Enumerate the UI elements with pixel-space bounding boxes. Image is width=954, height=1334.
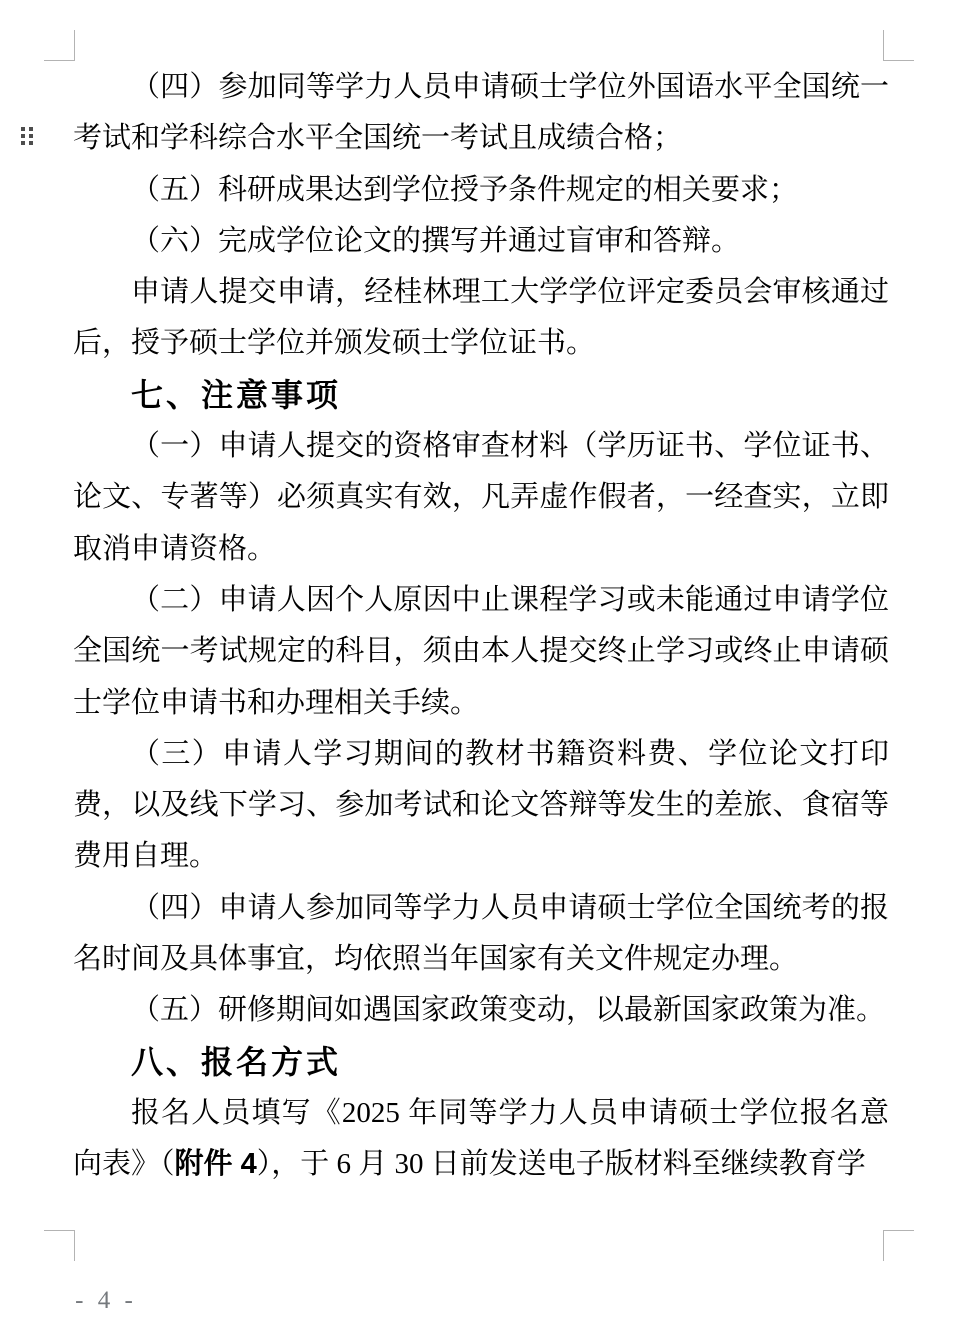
text-run: （五）研修期间如遇国家政策变动，以最新国家政策为准。 xyxy=(131,994,886,1027)
text-run: 申请人提交申请，经桂林理工大学学位评定委员会审核通过后，授予硕士学位并颁发硕士学位证书。 xyxy=(73,276,889,360)
paragraph xyxy=(73,421,889,575)
drag-handle-icon[interactable] xyxy=(21,127,33,145)
text-run: （三）申请人学习期间的教材书籍资料费、学位论文打印费，以及线下学习、参加考试和论文答辩等发生的差旅、食宿等费用自理。 xyxy=(73,737,889,873)
text-run: （一）申请人提交的资格审查材料（学历证书、学位证书、论文、专著等）必须真实有效，凡弄虚作假者，一经查实，立即取消申请资格。 xyxy=(73,430,889,565)
handle-dot xyxy=(21,141,25,145)
text-run: （四）参加同等学力人员申请硕士学位外国语水平全国统一考试和学科综合水平全国统一考试且成绩合格； xyxy=(73,71,889,155)
handle-dot xyxy=(21,134,25,138)
page-number: - 4 - xyxy=(75,1287,137,1314)
text-run: 八、报名方式 xyxy=(131,1043,342,1080)
section-heading xyxy=(73,370,889,421)
paragraph xyxy=(73,267,889,370)
text-boundary-mark-bottom-left xyxy=(44,1230,75,1261)
text-run: 七、注意事项 xyxy=(131,376,342,413)
text-run: （六）完成学位论文的撰写并通过盲审和答辩。 xyxy=(131,224,741,257)
text-run: 附件 4 xyxy=(174,1148,257,1181)
text-run: （二）申请人因个人原因中止课程学习或未能通过申请学位全国统一考试规定的科目，须由本人提交终止学习或终止申请硕士学位申请书和办理相关手续。 xyxy=(73,583,889,719)
text-boundary-mark-top-left xyxy=(44,30,75,61)
text-boundary-mark-bottom-right xyxy=(883,1230,914,1261)
paragraph xyxy=(73,216,889,267)
paragraph xyxy=(73,165,889,216)
handle-dot xyxy=(29,141,33,145)
paragraph xyxy=(73,883,889,986)
paragraph xyxy=(73,62,889,165)
document-text-body xyxy=(73,62,889,1191)
handle-dot xyxy=(29,134,33,138)
handle-dot xyxy=(21,127,25,131)
text-run: （五）科研成果达到学位授予条件规定的相关要求； xyxy=(131,173,799,206)
paragraph xyxy=(73,985,889,1036)
paragraph xyxy=(73,575,889,729)
paragraph xyxy=(73,729,889,883)
text-run: ），于 6 月 30 日前发送电子版材料至继续教育学 xyxy=(256,1148,866,1181)
paragraph xyxy=(73,1088,889,1191)
text-run: 报名人员填写《2025 年同等学力人员申请硕士学位报名意向表》（ xyxy=(73,1096,889,1181)
text-run: （四）申请人参加同等学力人员申请硕士学位全国统考的报名时间及具体事宜，均依照当年国家有关文件规定办理。 xyxy=(73,891,889,976)
section-heading xyxy=(73,1037,889,1088)
text-boundary-mark-top-right xyxy=(883,30,914,61)
handle-dot xyxy=(29,127,33,131)
